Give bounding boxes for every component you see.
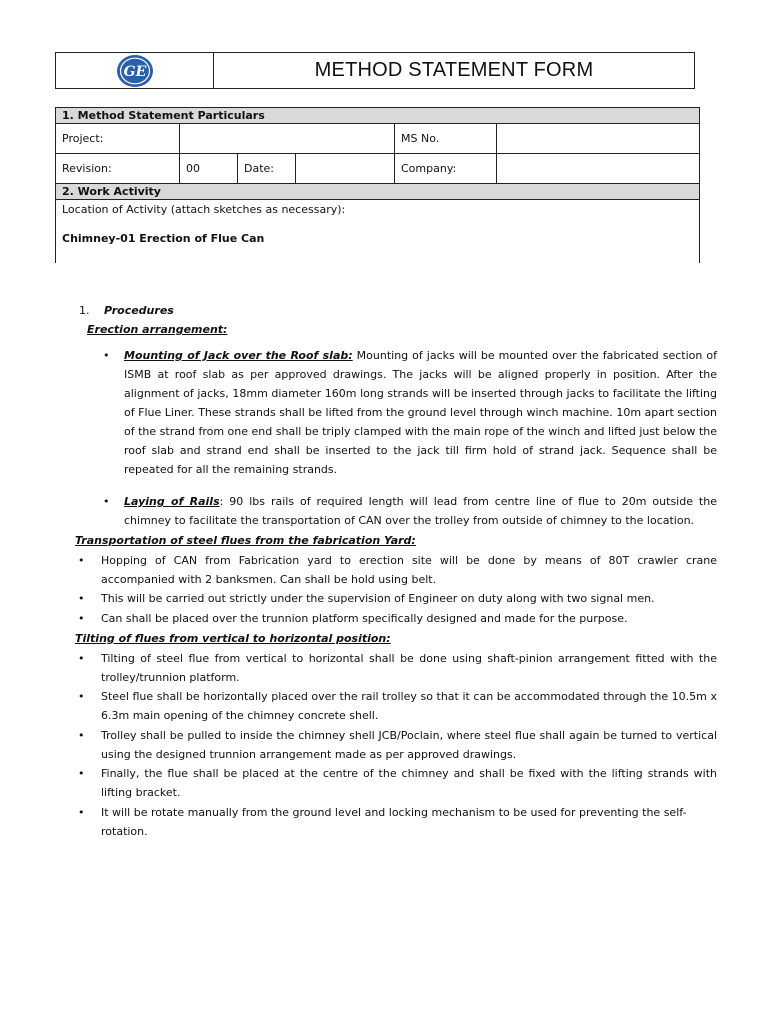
location-value: Chimney-01 Erection of Flue Can [62, 232, 265, 245]
company-label: Company: [395, 154, 497, 184]
project-label: Project: [56, 124, 180, 154]
date-label: Date: [238, 154, 296, 184]
revision-field[interactable]: 00 [180, 154, 238, 184]
bullet-icon: • [78, 592, 85, 605]
bullet-icon: • [78, 690, 85, 703]
project-field[interactable] [180, 124, 395, 154]
list-item: Steel flue shall be horizontally placed over the rail trolley so that it can be accommodated through the 10.5m x 6.3m main opening of the chimney concrete shell. [101, 690, 717, 722]
location-cell [56, 200, 700, 264]
date-field[interactable] [296, 154, 395, 184]
ms-no-field[interactable] [497, 124, 700, 154]
list-item: Finally, the flue shall be placed at the centre of the chimney and shall be fixed with the lifting strands with lifting bracket. [101, 767, 717, 799]
list-item: Trolley shall be pulled to inside the chimney shell JCB/Poclain, where steel flue shall again be turned to vertical using the designed trunnion arrangement made as per approved drawings. [101, 729, 717, 761]
location-label: Location of Activity (attach sketches as necessary): [62, 203, 346, 216]
bullet-icon: • [78, 652, 85, 665]
procedure-title: Procedures [104, 304, 174, 317]
section-heading: 2. Work Activity [56, 184, 700, 200]
bullet-icon: • [78, 767, 85, 780]
svg-text:GE: GE [123, 63, 146, 80]
procedure-number: 1. [79, 304, 90, 317]
list-item: Laying of Rails: 90 lbs rails of required length will lead from centre line of flue to 20m outside the chimney to facilitate the transportation of CAN over the trolley from outside of chimney to the location. [124, 495, 717, 527]
section-heading: 1. Method Statement Particulars [56, 108, 700, 124]
revision-label: Revision: [56, 154, 180, 184]
bullet-icon: • [78, 729, 85, 742]
tilting-heading: Tilting of flues from vertical to horizontal position: [75, 632, 391, 645]
list-item: Tilting of steel flue from vertical to horizontal shall be done using shaft-pinion arrangement fitted with the trolley/trunnion platform. [101, 652, 717, 684]
logo-cell [56, 53, 214, 88]
ms-no-label: MS No. [395, 124, 497, 154]
list-item: This will be carried out strictly under the supervision of Engineer on duty along with two signal men. [101, 592, 655, 605]
ge-logo-icon [115, 54, 155, 88]
bullet-icon: • [103, 495, 110, 508]
form-header [55, 52, 695, 89]
particulars-table [55, 107, 700, 263]
bullet-icon: • [78, 554, 85, 567]
company-field[interactable] [497, 154, 700, 184]
bullet-icon: • [78, 612, 85, 625]
page-title: METHOD STATEMENT FORM [314, 59, 594, 81]
transport-heading: Transportation of steel flues from the fabrication Yard: [75, 534, 416, 547]
list-item: Can shall be placed over the trunnion platform specifically designed and made for the purpose. [101, 612, 628, 625]
erection-heading: Erection arrangement: [87, 323, 228, 336]
bullet-icon: • [103, 349, 110, 362]
list-item: Mounting of Jack over the Roof slab: Mounting of jacks will be mounted over the fabricated section of ISMB at roof slab as per approved drawings. The jacks will be aligned properly in position. After the alignment of jacks, 18mm diameter 160m long strands will be inserted through jacks to facilitate the lifting of Flue Liner. These strands shall be lifted from the ground level through winch machine. 10m apart section of the strand from one end shall be triply clamped with the main rope of the winch and lifted just below the roof slab and strand end shall be inserted to the jack till firm hold of strand jack. Sequence shall be repeated for all the remaining strands. [124, 349, 717, 476]
bullet-icon: • [78, 806, 85, 819]
list-item: It will be rotate manually from the ground level and locking mechanism to be used for preventing the self-rotation. [101, 806, 687, 838]
list-item: Hopping of CAN from Fabrication yard to erection site will be done by means of 80T crawler crane accompanied with 2 banksmen. Can shall be hold using belt. [101, 554, 717, 586]
